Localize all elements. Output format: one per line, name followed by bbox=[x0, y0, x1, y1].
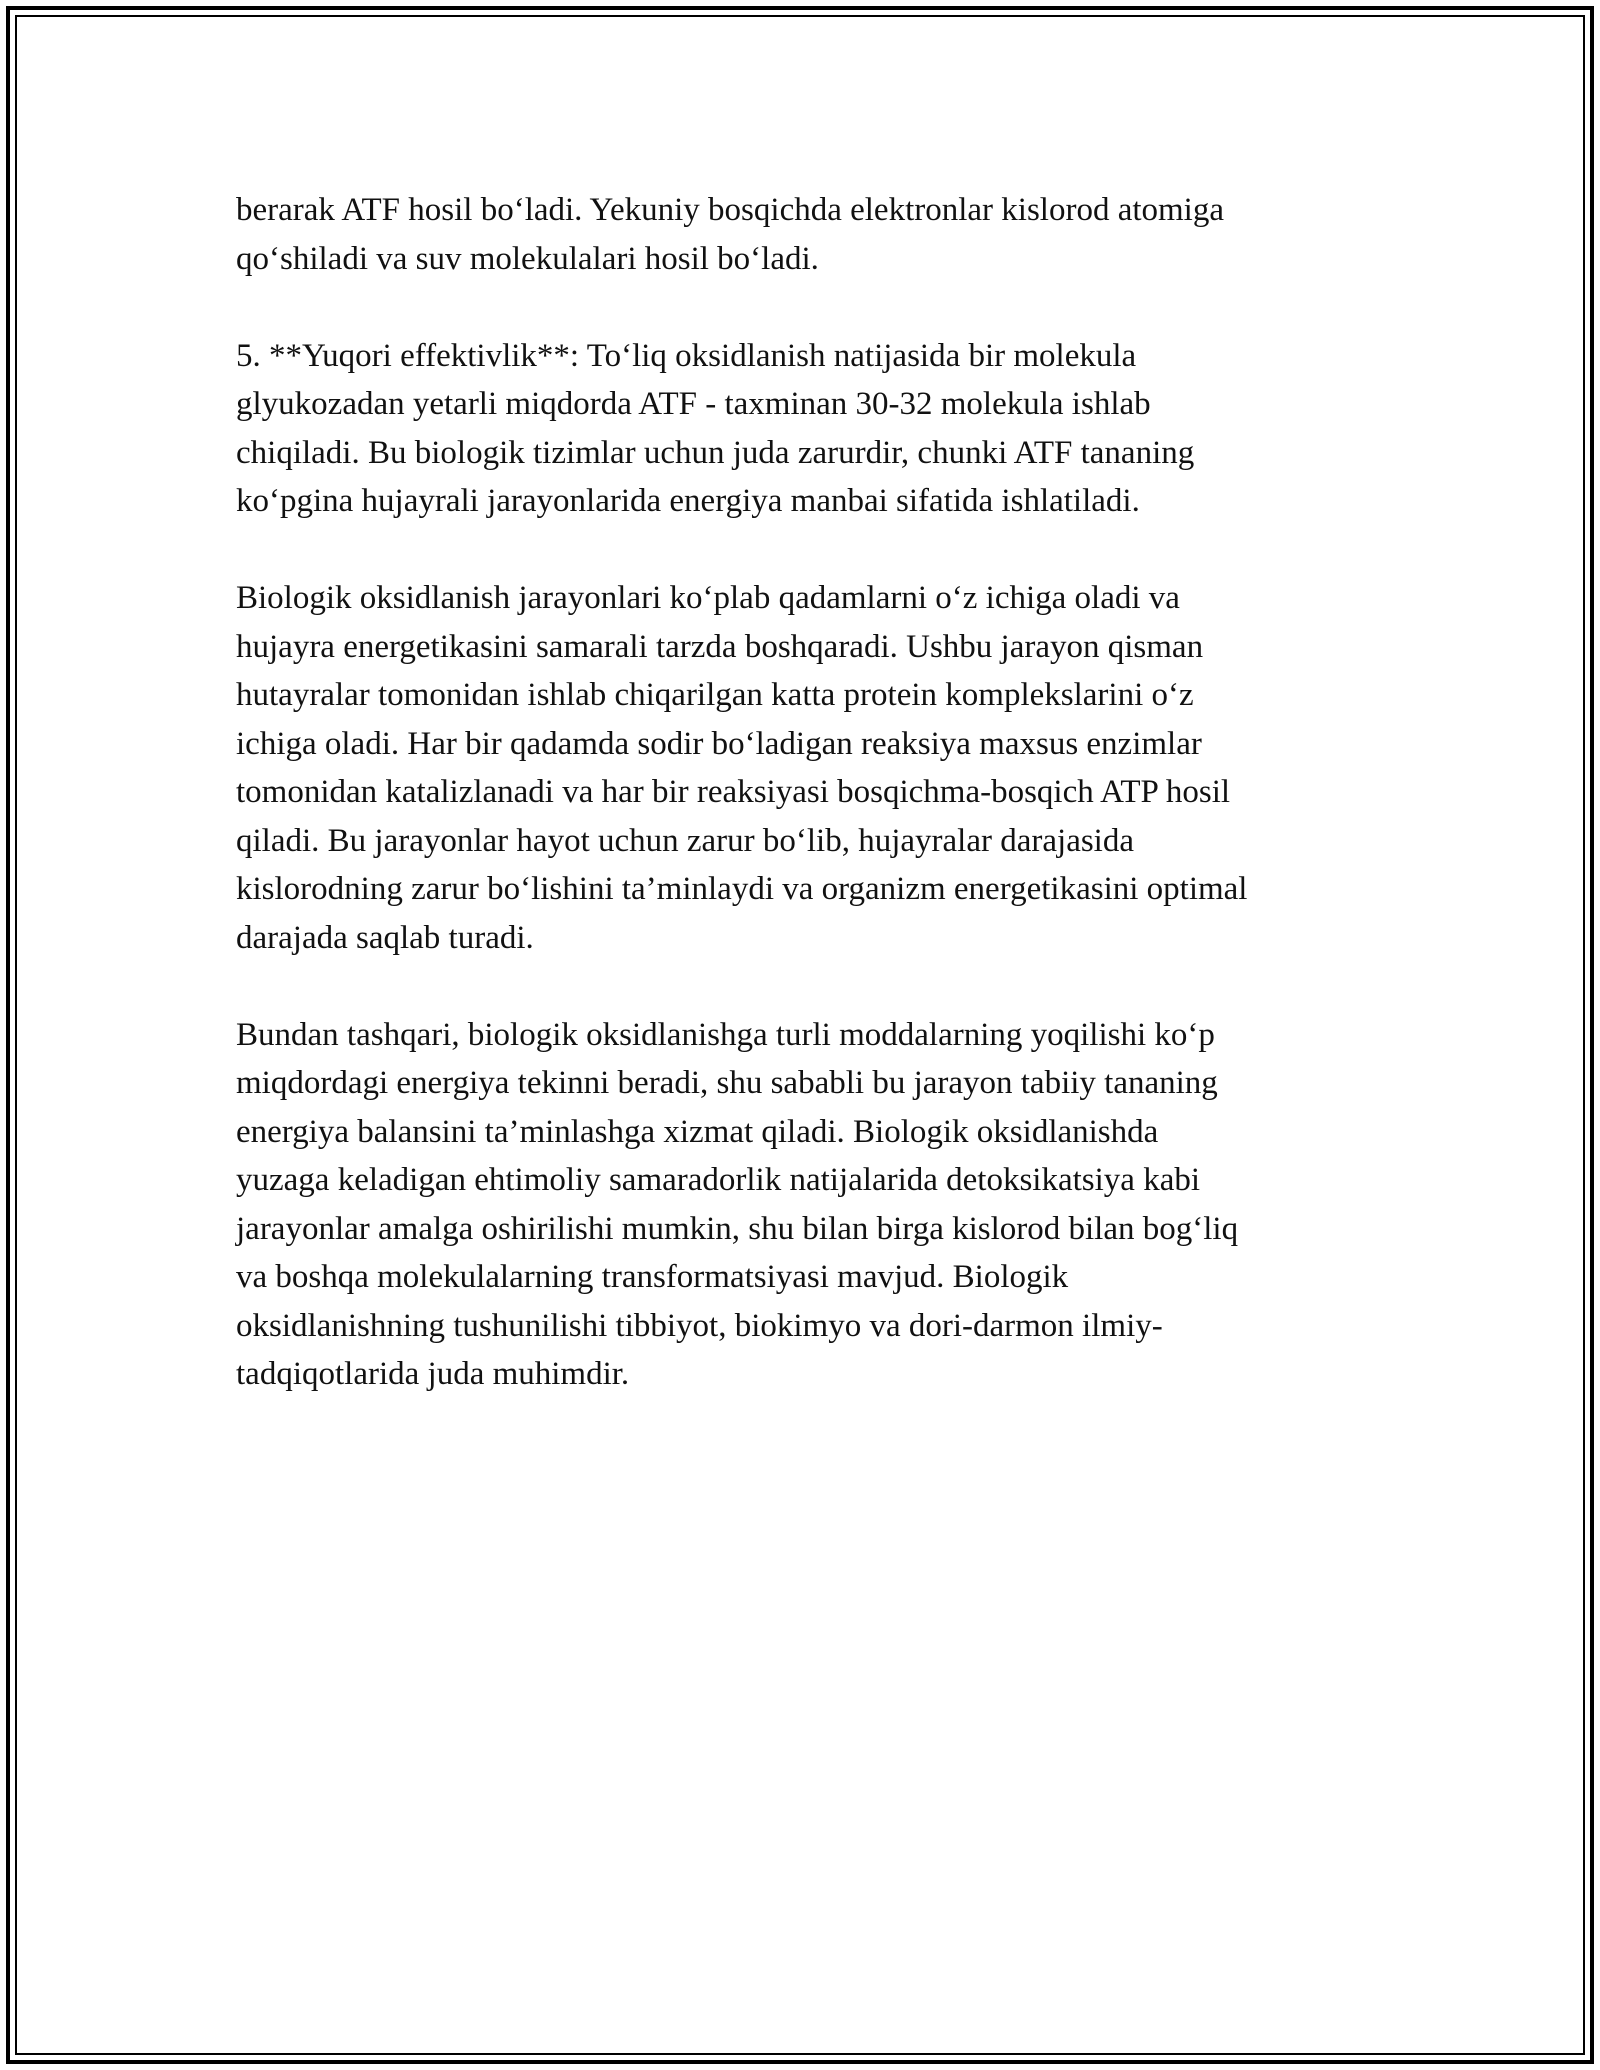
paragraph-continuation: berarak ATF hosil bo‘ladi. Yekuniy bosqichda elektronlar kislorod atomiga qo‘shiladi va suv molekulalari hosil bo‘ladi. bbox=[236, 192, 1225, 277]
paragraph-additional-benefits: Bundan tashqari, biologik oksidlanishga turli moddalarning yoqilishi ko‘p miqdordagi energiya tekinni beradi, shu sababli bu jarayon tabiiy tananing energiya balansini ta’minlashga xizmat qiladi. Biologik oksidlanishda yuzaga keladigan ehtimoliy samaradorlik natijalarida detoksikatsiya kabi jarayonlar amalga oshirilishi mumkin, shu bilan birga kislorod bilan bog‘liq va boshqa molekulalarning transformatsiyasi mavjud. Biologik oksidlanishning tushunilishi tibbiyot, biokimyo va dori-darmon ilmiy- tadqiqotlarida juda muhimdir. bbox=[236, 1016, 1239, 1392]
paragraph-oxidation-processes: Biologik oksidlanish jarayonlari ko‘plab qadamlarni o‘z ichiga oladi va hujayra energetikasini samarali tarzda boshqaradi. Ushbu jarayon qisman hutayralar tomonidan ishlab chiqarilgan katta protein komplekslarini o‘z ichiga oladi. Har bir qadamda sodir bo‘ladigan reaksiya maxsus enzimlar tomonidan katalizlanadi va har bir reaksiyasi bosqichma-bosqich ATP hosil qiladi. Bu jarayonlar hayot uchun zarur bo‘lib, hujayralar darajasida kislorodning zarur bo‘lishini ta’minlaydi va organizm energetikasini optimal darajada saqlab turadi. bbox=[236, 580, 1248, 956]
document-body bbox=[236, 186, 1376, 1447]
paragraph-high-efficiency: 5. **Yuqori effektivlik**: To‘liq oksidlanish natijasida bir molekula glyukozadan yetarli miqdorda ATF - taxminan 30-32 molekula ishlab chiqiladi. Bu biologik tizimlar uchun juda zarurdir, chunki ATF tananing ko‘pgina hujayrali jarayonlarida energiya manbai sifatida ishlatiladi. bbox=[236, 337, 1195, 519]
